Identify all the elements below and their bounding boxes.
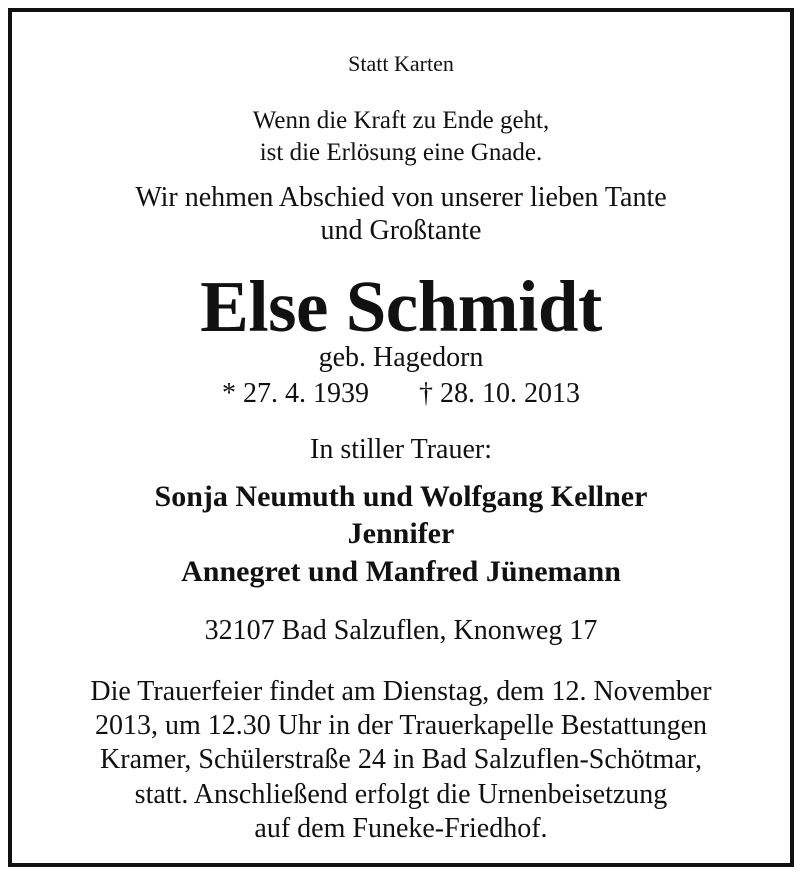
- obituary-frame: [8, 8, 794, 867]
- verse-line-2: ist die Erlösung eine Gnade.: [259, 139, 543, 166]
- intro-line-2: und Großtante: [320, 215, 482, 246]
- death-date: † 28. 10. 2013: [419, 378, 580, 409]
- address: 32107 Bad Salzuflen, Knonweg 17: [204, 615, 598, 646]
- mourning-label: In stiller Trauer:: [310, 434, 492, 465]
- mourner-line: Jennifer: [347, 517, 455, 550]
- deceased-name: Else Schmidt: [200, 266, 602, 347]
- verse-line-1: Wenn die Kraft zu Ende geht,: [252, 107, 550, 134]
- funeral-info-line: Die Trauerfeier findet am Dienstag, dem 12. November: [90, 676, 712, 707]
- intro-line-1: Wir nehmen Abschied von unserer lieben Tante: [135, 182, 667, 213]
- life-dates: [12, 380, 790, 408]
- header-text: Statt Karten: [348, 51, 454, 76]
- maiden-name: geb. Hagedorn: [318, 342, 484, 373]
- funeral-info-line: 2013, um 12.30 Uhr in der Trauerkapelle Bestattungen: [94, 710, 707, 741]
- birth-date: * 27. 4. 1939: [222, 378, 369, 409]
- funeral-info-line: auf dem Funeke-Friedhof.: [254, 813, 548, 844]
- obituary-content: [12, 12, 790, 863]
- funeral-info-line: statt. Anschließend erfolgt die Urnenbeisetzung: [134, 779, 668, 810]
- funeral-info-line: Kramer, Schülerstraße 24 in Bad Salzuflen-Schötmar,: [100, 744, 702, 775]
- mourner-line: Annegret und Manfred Jünemann: [181, 555, 621, 588]
- mourner-line: Sonja Neumuth und Wolfgang Kellner: [154, 480, 648, 513]
